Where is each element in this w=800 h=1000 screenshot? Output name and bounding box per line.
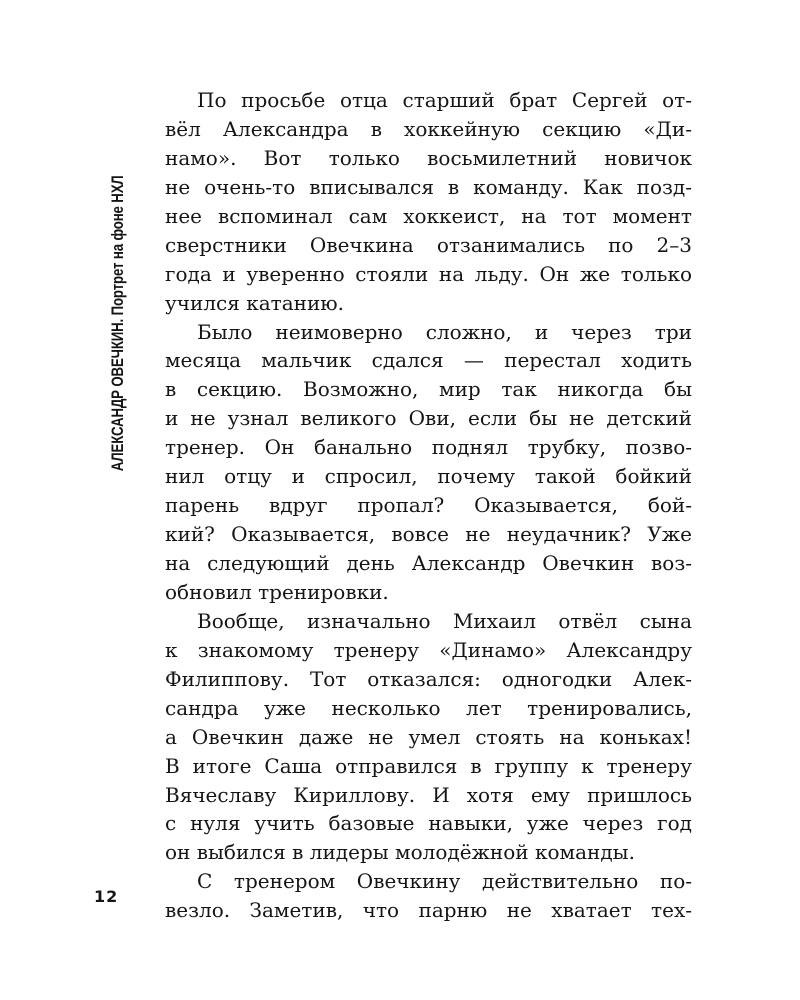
text-line: везло. Заметив, что парню не хватает тех- bbox=[165, 898, 692, 923]
running-head-text: АЛЕКСАНДР ОВЕЧКИН. Портрет на фоне НХЛ bbox=[108, 175, 127, 472]
text-line: обновил тренировки. bbox=[165, 579, 389, 604]
text-line: года и уверенно стояли на льду. Он же только bbox=[165, 261, 692, 286]
text-line: не очень-то вписывался в команду. Как позд- bbox=[165, 174, 692, 199]
text-line: на следующий день Александр Овечкин воз- bbox=[165, 551, 692, 575]
page-number: 12 bbox=[94, 887, 119, 906]
text-line: а Овечкин даже не умел стоять на коньках! bbox=[165, 724, 692, 749]
text-line: сандра уже несколько лет тренировались, bbox=[165, 695, 692, 720]
text-line: с нуля учить базовые навыки, уже через год bbox=[165, 811, 692, 836]
text-line: к знакомому тренеру «Динамо» Александру bbox=[165, 637, 692, 662]
text-line: вёл Александра в хоккейную секцию «Ди- bbox=[165, 116, 692, 141]
text-line: в секцию. Возможно, мир так никогда бы bbox=[165, 377, 692, 402]
text-line: Вячеславу Кириллову. И хотя ему пришлось bbox=[165, 782, 692, 807]
text-line: месяца мальчик сдался — перестал ходить bbox=[165, 348, 692, 373]
text-line: Филиппову. Тот отказался: одногодки Алек- bbox=[165, 666, 692, 691]
text-line: сверстники Овечкина отзанимались по 2–3 bbox=[165, 232, 692, 257]
text-line: намо». Вот только восьмилетний новичок bbox=[165, 145, 692, 170]
text-line: В итоге Саша отправился в группу к тренеру bbox=[165, 753, 692, 778]
text-line: нил отцу и спросил, почему такой бойкий bbox=[165, 464, 692, 489]
text-line: он выбился в лидеры молодёжной команды. bbox=[165, 840, 635, 865]
body-text bbox=[165, 86, 692, 925]
text-line: Вообще, изначально Михаил отвёл сына bbox=[197, 608, 692, 633]
text-line: учился катанию. bbox=[165, 290, 345, 315]
text-line: кий? Оказывается, вовсе не неудачник? Уже bbox=[165, 522, 692, 547]
text-line: С тренером Овечкину действительно по- bbox=[197, 869, 692, 894]
text-line: тренер. Он банально поднял трубку, позво- bbox=[165, 435, 692, 460]
text-line: и не узнал великого Ови, если бы не детский bbox=[165, 406, 692, 431]
text-line: нее вспоминал сам хоккеист, на тот момент bbox=[165, 203, 692, 228]
text-line: Было неимоверно сложно, и через три bbox=[197, 319, 692, 344]
text-line: По просьбе отца старший брат Сергей от- bbox=[197, 88, 692, 112]
text-line: парень вдруг пропал? Оказывается, бой- bbox=[165, 493, 692, 518]
